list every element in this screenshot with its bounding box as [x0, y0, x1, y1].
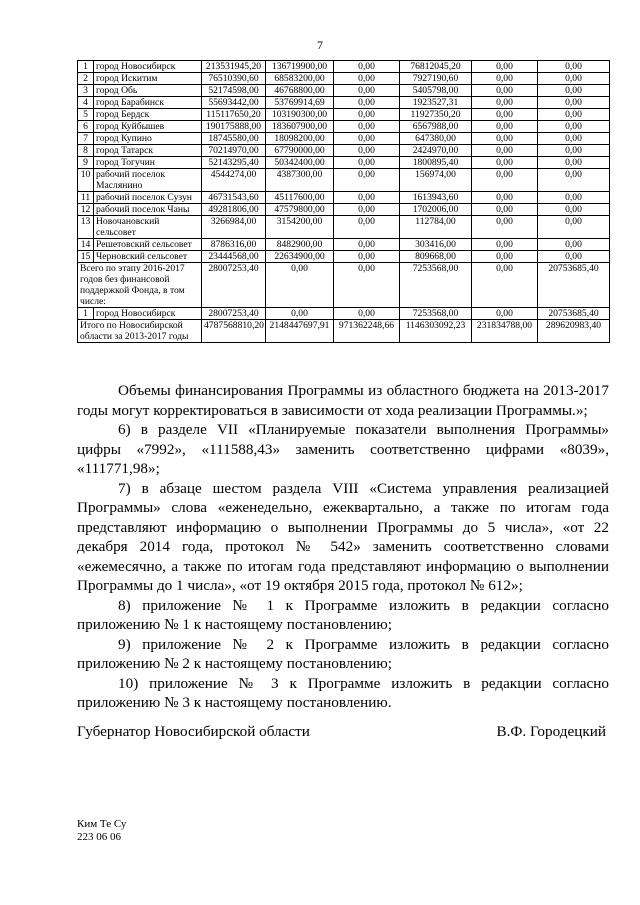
paragraph-item-6: 6) в разделе VII «Планируемые показатели выполнения Программы» цифры «7992», «111588,43» заменить соответственно цифрами «8039», «111771,98»;: [77, 421, 609, 477]
amount-cell: 0,00: [472, 109, 538, 121]
amount-cell: 1923527,31: [400, 97, 472, 109]
amount-cell: 0,00: [334, 204, 400, 216]
amount-cell: 0,00: [334, 169, 400, 192]
row-number: 10: [78, 169, 94, 192]
row-number: 5: [78, 109, 94, 121]
amount-cell: 0,00: [334, 216, 400, 239]
municipality-name: рабочий поселок Сузун: [94, 192, 202, 204]
amount-cell: 0,00: [334, 157, 400, 169]
paragraph-financing-note: Объемы финансирования Программы из областного бюджета на 2013-2017 годы могут корректироваться в зависимости от хода реализации Программы.»;: [77, 382, 609, 419]
row-number: 9: [78, 157, 94, 169]
amount-cell: 68583200,00: [266, 73, 334, 85]
amount-cell: 647380,00: [400, 133, 472, 145]
row-number: 4: [78, 97, 94, 109]
signer-name: В.Ф. Городецкий: [496, 723, 606, 740]
row-number: 1: [78, 308, 94, 320]
amount-cell: 8482900,00: [266, 239, 334, 251]
amount-cell: 0,00: [538, 145, 610, 157]
municipality-name: рабочий поселок Маслянино: [94, 169, 202, 192]
amount-cell: 20753685,40: [538, 263, 610, 308]
amount-cell: 0,00: [538, 192, 610, 204]
amount-cell: 156974,00: [400, 169, 472, 192]
amount-cell: 0,00: [472, 133, 538, 145]
municipality-name: Решетовский сельсовет: [94, 239, 202, 251]
row-number: 6: [78, 121, 94, 133]
amount-cell: 0,00: [472, 251, 538, 263]
municipality-name: Новочановский сельсовет: [94, 216, 202, 239]
amount-cell: 0,00: [472, 73, 538, 85]
municipality-name: город Новосибирск: [94, 61, 202, 73]
amount-cell: 289620983,40: [538, 320, 610, 343]
table-row: [78, 216, 610, 239]
amount-cell: 1702006,00: [400, 204, 472, 216]
amount-cell: 67790000,00: [266, 145, 334, 157]
amount-cell: 0,00: [538, 157, 610, 169]
amount-cell: 46731543,60: [202, 192, 266, 204]
row-number: 1: [78, 61, 94, 73]
amount-cell: 0,00: [472, 97, 538, 109]
amount-cell: 0,00: [334, 133, 400, 145]
amount-cell: 0,00: [472, 61, 538, 73]
signer-position: Губернатор Новосибирской области: [77, 723, 310, 740]
amount-cell: 2148447697,91: [266, 320, 334, 343]
amount-cell: 971362248,66: [334, 320, 400, 343]
municipality-name: город Куйбышев: [94, 121, 202, 133]
amount-cell: 4787568810,20: [202, 320, 266, 343]
table-row: [78, 121, 610, 133]
amount-cell: 3154200,00: [266, 216, 334, 239]
amount-cell: 0,00: [472, 145, 538, 157]
amount-cell: 0,00: [334, 73, 400, 85]
amount-cell: 0,00: [538, 216, 610, 239]
row-number: 2: [78, 73, 94, 85]
amount-cell: 0,00: [538, 121, 610, 133]
amount-cell: 0,00: [266, 308, 334, 320]
amount-cell: 0,00: [538, 61, 610, 73]
row-number: 15: [78, 251, 94, 263]
amount-cell: 23444568,00: [202, 251, 266, 263]
stage-total-row: [78, 263, 610, 308]
table-row: [78, 308, 610, 320]
amount-cell: 4387300,00: [266, 169, 334, 192]
amount-cell: 0,00: [538, 239, 610, 251]
footer-author: Ким Те Су: [77, 818, 127, 830]
municipality-name: город Барабинск: [94, 97, 202, 109]
amount-cell: 0,00: [334, 145, 400, 157]
amount-cell: 0,00: [266, 263, 334, 308]
table-row: [78, 169, 610, 192]
amount-cell: 1613943,60: [400, 192, 472, 204]
grand-total-row: [78, 320, 610, 343]
amount-cell: 46768800,00: [266, 85, 334, 97]
body-text: [77, 381, 609, 713]
amount-cell: 0,00: [334, 192, 400, 204]
table-row: [78, 145, 610, 157]
amount-cell: 18745580,00: [202, 133, 266, 145]
row-number: 13: [78, 216, 94, 239]
amount-cell: 0,00: [472, 157, 538, 169]
amount-cell: 76510390,60: [202, 73, 266, 85]
amount-cell: 0,00: [538, 204, 610, 216]
amount-cell: 0,00: [538, 73, 610, 85]
municipality-name: город Тогучин: [94, 157, 202, 169]
row-number: 7: [78, 133, 94, 145]
amount-cell: 4544274,00: [202, 169, 266, 192]
amount-cell: 1800895,40: [400, 157, 472, 169]
municipality-name: город Купино: [94, 133, 202, 145]
amount-cell: 0,00: [334, 239, 400, 251]
municipality-name: город Искитим: [94, 73, 202, 85]
paragraph-item-10: 10) приложение № 3 к Программе изложить в редакции согласно приложению № 3 к настоящему постановлению.: [77, 674, 609, 711]
table-row: [78, 85, 610, 97]
table-row: [78, 239, 610, 251]
amount-cell: 0,00: [334, 61, 400, 73]
amount-cell: 303416,00: [400, 239, 472, 251]
amount-cell: 0,00: [334, 85, 400, 97]
amount-cell: 18098200,00: [266, 133, 334, 145]
amount-cell: 0,00: [472, 192, 538, 204]
amount-cell: 7253568,00: [400, 263, 472, 308]
amount-cell: 7927190,60: [400, 73, 472, 85]
table-row: [78, 251, 610, 263]
amount-cell: 52143295,40: [202, 157, 266, 169]
amount-cell: 2424970,00: [400, 145, 472, 157]
amount-cell: 0,00: [472, 308, 538, 320]
amount-cell: 103190300,00: [266, 109, 334, 121]
municipality-name: город Обь: [94, 85, 202, 97]
paragraph-item-9: 9) приложение № 2 к Программе изложить в редакции согласно приложению № 2 к настоящему постановлению;: [77, 635, 609, 672]
amount-cell: 47579800,00: [266, 204, 334, 216]
amount-cell: 0,00: [472, 216, 538, 239]
municipality-name: Черновский сельсовет: [94, 251, 202, 263]
amount-cell: 0,00: [472, 263, 538, 308]
amount-cell: 115117650,20: [202, 109, 266, 121]
amount-cell: 45117600,00: [266, 192, 334, 204]
amount-cell: 809668,00: [400, 251, 472, 263]
paragraph-item-8: 8) приложение № 1 к Программе изложить в редакции согласно приложению № 1 к настоящему постановлению;: [77, 596, 609, 633]
amount-cell: 70214970,00: [202, 145, 266, 157]
table-row: [78, 97, 610, 109]
amount-cell: 0,00: [538, 169, 610, 192]
table-row: [78, 192, 610, 204]
amount-cell: 213531945,20: [202, 61, 266, 73]
amount-cell: 52174598,00: [202, 85, 266, 97]
paragraph-item-7: 7) в абзаце шестом раздела VIII «Система управления реализацией Программы» слова «еженедельно, ежеквартально, а также по итогам года представляют информацию о выполнении Программы до 5 числа», «от 22 декабря 2014 года, протокол № 542» заменить соответственно словами «ежемесячно, а также по итогам года представляют информацию о выполнении Программы до 1 числа», «от 19 октября 2015 года, протокол № 612»;: [77, 479, 609, 594]
amount-cell: 0,00: [538, 85, 610, 97]
amount-cell: 0,00: [334, 121, 400, 133]
amount-cell: 0,00: [334, 109, 400, 121]
amount-cell: 11927350,20: [400, 109, 472, 121]
amount-cell: 53769914,69: [266, 97, 334, 109]
amount-cell: 5405798,00: [400, 85, 472, 97]
municipality-name: город Бердск: [94, 109, 202, 121]
amount-cell: 7253568,00: [400, 308, 472, 320]
row-label: Итого по Новосибирской области за 2013-2017 годы: [78, 320, 202, 343]
footer-phone: 223 06 06: [77, 831, 121, 843]
table-row: [78, 73, 610, 85]
amount-cell: 0,00: [334, 308, 400, 320]
amount-cell: 28007253,40: [202, 263, 266, 308]
amount-cell: 49281806,00: [202, 204, 266, 216]
municipality-name: город Татарск: [94, 145, 202, 157]
municipality-name: город Новосибирск: [94, 308, 202, 320]
table-row: [78, 133, 610, 145]
amount-cell: 6567988,00: [400, 121, 472, 133]
amount-cell: 28007253,40: [202, 308, 266, 320]
amount-cell: 1146303092,23: [400, 320, 472, 343]
municipality-name: рабочий поселок Чаны: [94, 204, 202, 216]
table-row: [78, 109, 610, 121]
amount-cell: 3266984,00: [202, 216, 266, 239]
amount-cell: 0,00: [538, 251, 610, 263]
amount-cell: 0,00: [472, 85, 538, 97]
amount-cell: 0,00: [334, 97, 400, 109]
row-label: Всего по этапу 2016-2017 годов без финансовой поддержкой Фонда, в том числе:: [78, 263, 202, 308]
amount-cell: 0,00: [538, 133, 610, 145]
signature-block: [77, 723, 609, 741]
amount-cell: 50342400,00: [266, 157, 334, 169]
amount-cell: 55693442,00: [202, 97, 266, 109]
amount-cell: 8786316,00: [202, 239, 266, 251]
amount-cell: 0,00: [472, 239, 538, 251]
row-number: 11: [78, 192, 94, 204]
amount-cell: 231834788,00: [472, 320, 538, 343]
row-number: 14: [78, 239, 94, 251]
row-number: 12: [78, 204, 94, 216]
table-row: [78, 61, 610, 73]
amount-cell: 0,00: [334, 251, 400, 263]
row-number: 3: [78, 85, 94, 97]
amount-cell: 0,00: [472, 121, 538, 133]
amount-cell: 112784,00: [400, 216, 472, 239]
table-row: [78, 204, 610, 216]
table-row: [78, 157, 610, 169]
amount-cell: 0,00: [334, 263, 400, 308]
row-number: 8: [78, 145, 94, 157]
amount-cell: 22634900,00: [266, 251, 334, 263]
amount-cell: 76812045,20: [400, 61, 472, 73]
amount-cell: 0,00: [538, 97, 610, 109]
amount-cell: 0,00: [472, 204, 538, 216]
amount-cell: 183607900,00: [266, 121, 334, 133]
amount-cell: 20753685,40: [538, 308, 610, 320]
amount-cell: 0,00: [538, 109, 610, 121]
amount-cell: 190175888,00: [202, 121, 266, 133]
financing-table: [77, 60, 610, 343]
amount-cell: 136719900,00: [266, 61, 334, 73]
amount-cell: 0,00: [472, 169, 538, 192]
page-number: 7: [317, 38, 323, 52]
